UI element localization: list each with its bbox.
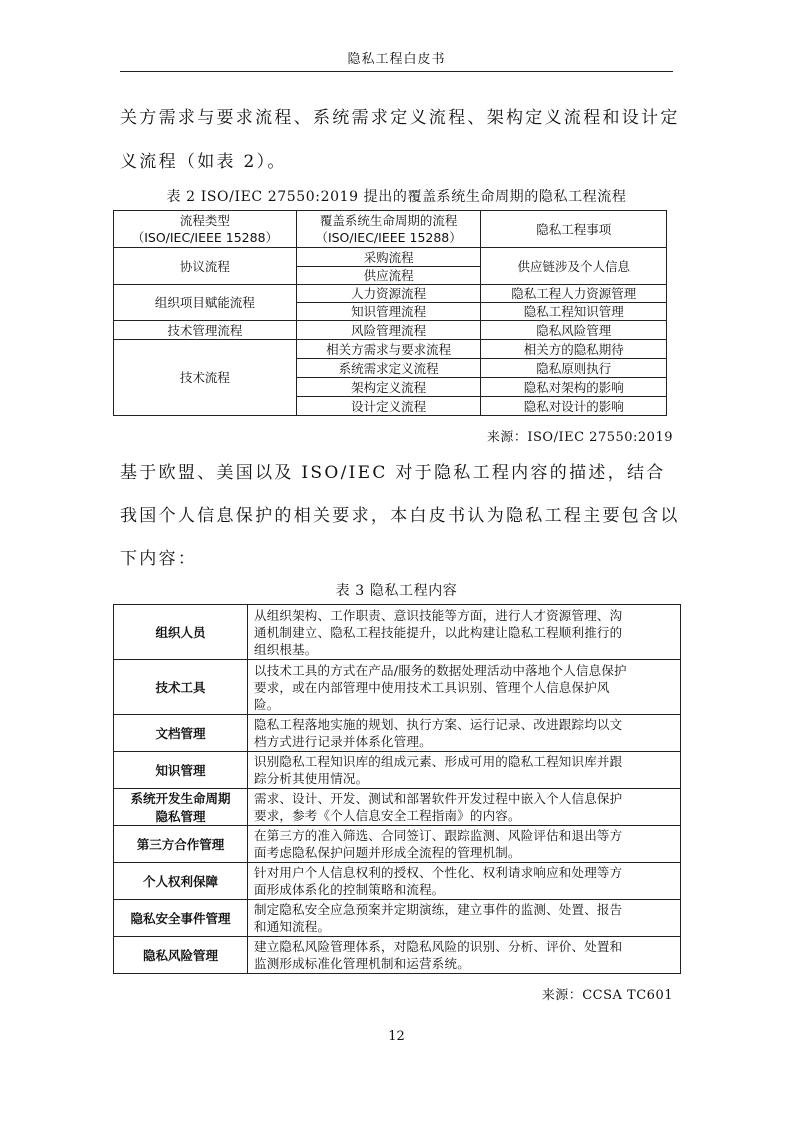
paragraph-2-line-1: 基于欧盟、美国以及 ISO/IEC 对于隐私工程内容的描述，结合 (120, 463, 666, 483)
content-description-cell (248, 937, 681, 974)
description-line: 制定隐私安全应急预案并定期演练，建立事件的监测、处置、报告 (254, 902, 623, 917)
header-cell: 隐私工程事项 (481, 211, 667, 248)
content-category-cell (114, 752, 248, 789)
category-label: 隐私风险管理 (142, 948, 218, 963)
process-cell: 供应流程 (296, 267, 481, 285)
table-row (114, 826, 681, 863)
content-category-cell (114, 826, 248, 863)
description-line: 需求、设计、开发、测试和部署软件开发过程中嵌入个人信息保护 (254, 791, 623, 806)
category-label: 技术工具 (155, 680, 206, 695)
content-description-cell (248, 752, 681, 789)
process-type-cell: 组织项目赋能流程 (114, 285, 297, 321)
table-row (114, 285, 667, 303)
process-cell: 人力资源流程 (296, 285, 481, 303)
running-header: 隐私工程白皮书 (347, 52, 446, 67)
table-row (114, 340, 667, 359)
process-type-cell: 协议流程 (114, 248, 297, 285)
content-description-cell (248, 605, 681, 660)
table-2-source: 来源：ISO/IEC 27550:2019 (486, 430, 673, 445)
privacy-item-cell: 相关方的隐私期待 (481, 340, 667, 359)
content-description-cell (248, 715, 681, 752)
content-category-cell (114, 605, 248, 660)
table-row (114, 937, 681, 974)
table-3 (113, 604, 681, 974)
category-label: 系统开发生命周期 (130, 791, 231, 806)
description-line: 识别隐私工程知识库的组成元素、形成可用的隐私工程知识库并跟 (254, 754, 623, 769)
privacy-item-cell: 隐私对架构的影响 (481, 378, 667, 397)
description-line: 隐私工程落地实施的规划、执行方案、运行记录、改进跟踪均以文 (254, 717, 623, 732)
description-line: 要求，或在内部管理中使用技术工具识别、管理个人信息保护风 (254, 679, 610, 695)
description-line: 和通知流程。 (254, 919, 331, 934)
content-category-cell (114, 715, 248, 752)
table-row (114, 605, 681, 660)
process-cell: 系统需求定义流程 (296, 359, 481, 378)
paragraph-2-line-3: 下内容： (120, 549, 198, 569)
table-2-caption: 表 2 ISO/IEC 27550:2019 提出的覆盖系统生命周期的隐私工程流程 (166, 189, 627, 205)
table-row (114, 321, 667, 340)
content-description-cell (248, 863, 681, 900)
process-cell: 设计定义流程 (296, 397, 481, 416)
privacy-item-cell: 供应链涉及个人信息 (481, 248, 667, 285)
paragraph-1-line-1: 关方需求与要求流程、系统需求定义流程、架构定义流程和设计定 (120, 108, 680, 128)
description-line: 在第三方的准入筛选、合同签订、跟踪监测、风险评估和退出等方 (254, 828, 623, 843)
header-cell (296, 211, 481, 248)
process-type-cell: 技术流程 (114, 340, 297, 416)
description-line: 针对用户个人信息权利的授权、个性化、权利请求响应和处理等方 (254, 865, 623, 880)
process-cell: 相关方需求与要求流程 (296, 340, 481, 359)
header-text: （ISO/IEC/IEEE 15288） (315, 230, 462, 245)
privacy-item-cell: 隐私风险管理 (481, 321, 667, 340)
content-description-cell (248, 900, 681, 937)
description-line: 险。 (254, 696, 280, 712)
description-line: 踪分析其使用情况。 (254, 771, 369, 786)
description-line: 通机制建立、隐私工程技能提升，以此构建让隐私工程顺利推行的 (254, 624, 623, 640)
table-2 (113, 210, 667, 416)
content-description-cell (248, 789, 681, 826)
category-label: 文档管理 (155, 726, 206, 741)
description-line: 面考虑隐私保护问题并形成全流程的管理机制。 (254, 845, 521, 860)
page-number: 12 (388, 1029, 405, 1044)
header-text: 流程类型 (179, 213, 230, 228)
description-line: 从组织架构、工作职责、意识技能等方面，进行人才资源管理、沟 (254, 607, 623, 623)
header-text: 覆盖系统生命周期的流程 (319, 213, 458, 228)
description-line: 监测形成标准化管理机制和运营系统。 (254, 956, 470, 971)
description-line: 组织根基。 (254, 641, 318, 657)
category-label: 组织人员 (155, 625, 206, 640)
category-label: 隐私安全事件管理 (130, 911, 231, 926)
category-label: 知识管理 (155, 763, 206, 778)
content-description-cell (248, 826, 681, 863)
table-row (114, 863, 681, 900)
paragraph-1-line-2: 义流程（如表 2）。 (120, 152, 287, 172)
content-category-cell (114, 863, 248, 900)
description-line: 面形成体系化的控制策略和流程。 (254, 882, 445, 897)
content-description-cell (248, 660, 681, 715)
process-type-cell: 技术管理流程 (114, 321, 297, 340)
description-line: 建立隐私风险管理体系，对隐私风险的识别、分析、评价、处置和 (254, 939, 623, 954)
table-3-source: 来源：CCSA TC601 (541, 988, 673, 1003)
process-cell: 风险管理流程 (296, 321, 481, 340)
privacy-item-cell: 隐私对设计的影响 (481, 397, 667, 416)
table-row (114, 660, 681, 715)
table-row (114, 248, 667, 267)
category-label: 个人权利保障 (142, 874, 218, 889)
table-row (114, 752, 681, 789)
table-2-header-row (114, 211, 667, 248)
description-line: 以技术工具的方式在产品/服务的数据处理活动中落地个人信息保护 (254, 662, 627, 678)
table-row (114, 900, 681, 937)
paragraph-2-line-2: 我国个人信息保护的相关要求，本白皮书认为隐私工程主要包含以 (120, 506, 680, 526)
privacy-item-cell: 隐私工程人力资源管理 (481, 285, 667, 303)
content-category-cell (114, 900, 248, 937)
process-cell: 知识管理流程 (296, 303, 481, 321)
table-row (114, 789, 681, 826)
table-row (114, 715, 681, 752)
description-line: 要求，参考《个人信息安全工程指南》的内容。 (254, 808, 521, 823)
content-category-cell (114, 789, 248, 826)
table-3-caption: 表 3 隐私工程内容 (335, 583, 458, 599)
description-line: 档方式进行记录并体系化管理。 (254, 734, 432, 749)
content-category-cell (114, 660, 248, 715)
content-category-cell (114, 937, 248, 974)
process-cell: 采购流程 (296, 248, 481, 267)
category-label: 第三方合作管理 (136, 837, 225, 852)
process-cell: 架构定义流程 (296, 378, 481, 397)
privacy-item-cell: 隐私原则执行 (481, 359, 667, 378)
header-divider (120, 71, 673, 72)
privacy-item-cell: 隐私工程知识管理 (481, 303, 667, 321)
header-text: （ISO/IEC/IEEE 15288） (131, 230, 279, 245)
category-label: 隐私管理 (155, 809, 206, 824)
header-cell (114, 211, 297, 248)
